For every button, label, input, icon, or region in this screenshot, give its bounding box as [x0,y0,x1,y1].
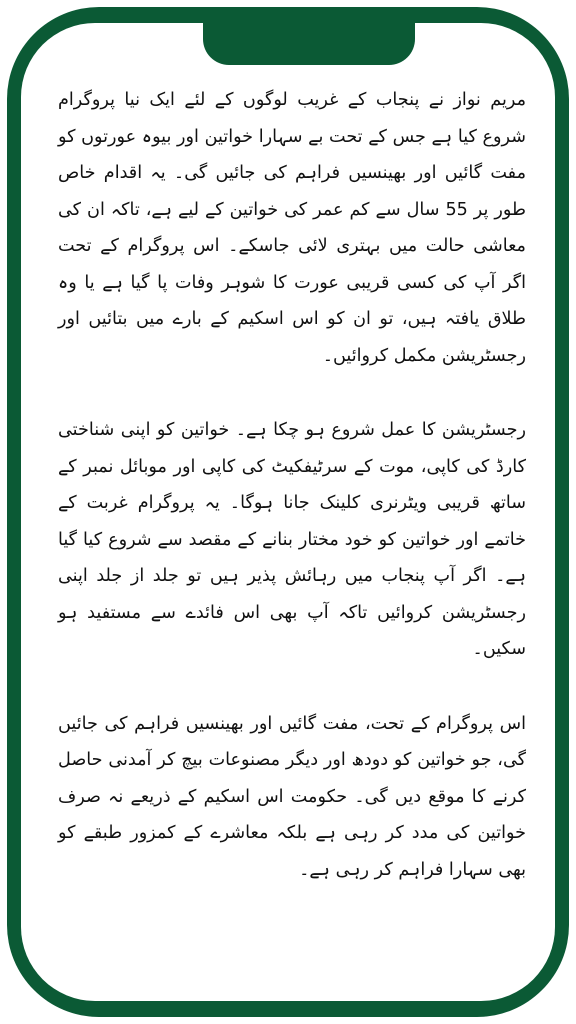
article-paragraph-2: رجسٹریشن کا عمل شروع ہو چکا ہے۔ خواتین کو اپنی شناختی کارڈ کی کاپی، موت کے سرٹیفکیٹ کی کاپی اور موبائل نمبر کے ساتھ قریبی ویٹرنری کلینک جانا ہوگا۔ یہ پروگرام غربت کے خاتمے اور خواتین کو خود مختار بنانے کے مقصد سے شروع کیا گیا ہے۔ اگر آپ پنجاب میں رہائش پذیر ہیں تو جلد از جلد اپنی رجسٹریشن کروائیں تاکہ آپ بھی اس فائدے سے مستفید ہو سکیں۔ [58,420,526,659]
article-paragraph-1: مریم نواز نے پنجاب کے غریب لوگوں کے لئے ایک نیا پروگرام شروع کیا ہے جس کے تحت بے سہارا خواتین اور بیوہ عورتوں کو مفت گائیں اور بھینسیں فراہم کی جائیں گی۔ یہ اقدام خاص طور پر 55 سال سے کم عمر کی خواتین کے لیے ہے، تاکہ ان کی معاشی حالت میں بہتری لائی جاسکے۔ اس پروگرام کے تحت اگر آپ کی کسی قریبی عورت کا شوہر وفات پا گیا ہے یا وہ طلاق یافتہ ہیں، تو ان کو اس اسکیم کے بارے میں بتائیں اور رجسٹریشن مکمل کروائیں۔ [58,90,526,366]
phone-notch [203,23,415,65]
article-paragraph-3: اس پروگرام کے تحت، مفت گائیں اور بھینسیں فراہم کی جائیں گی، جو خواتین کو دودھ اور دیگر مصنوعات بیچ کر آمدنی حاصل کرنے کا موقع دیں گی۔ حکومت اس اسکیم کے ذریعے نہ صرف خواتین کی مدد کر رہی ہے بلکہ معاشرے کے کمزور طبقے کو بھی سہارا فراہم کر رہی ہے۔ [58,713,526,880]
article-body [58,82,526,888]
